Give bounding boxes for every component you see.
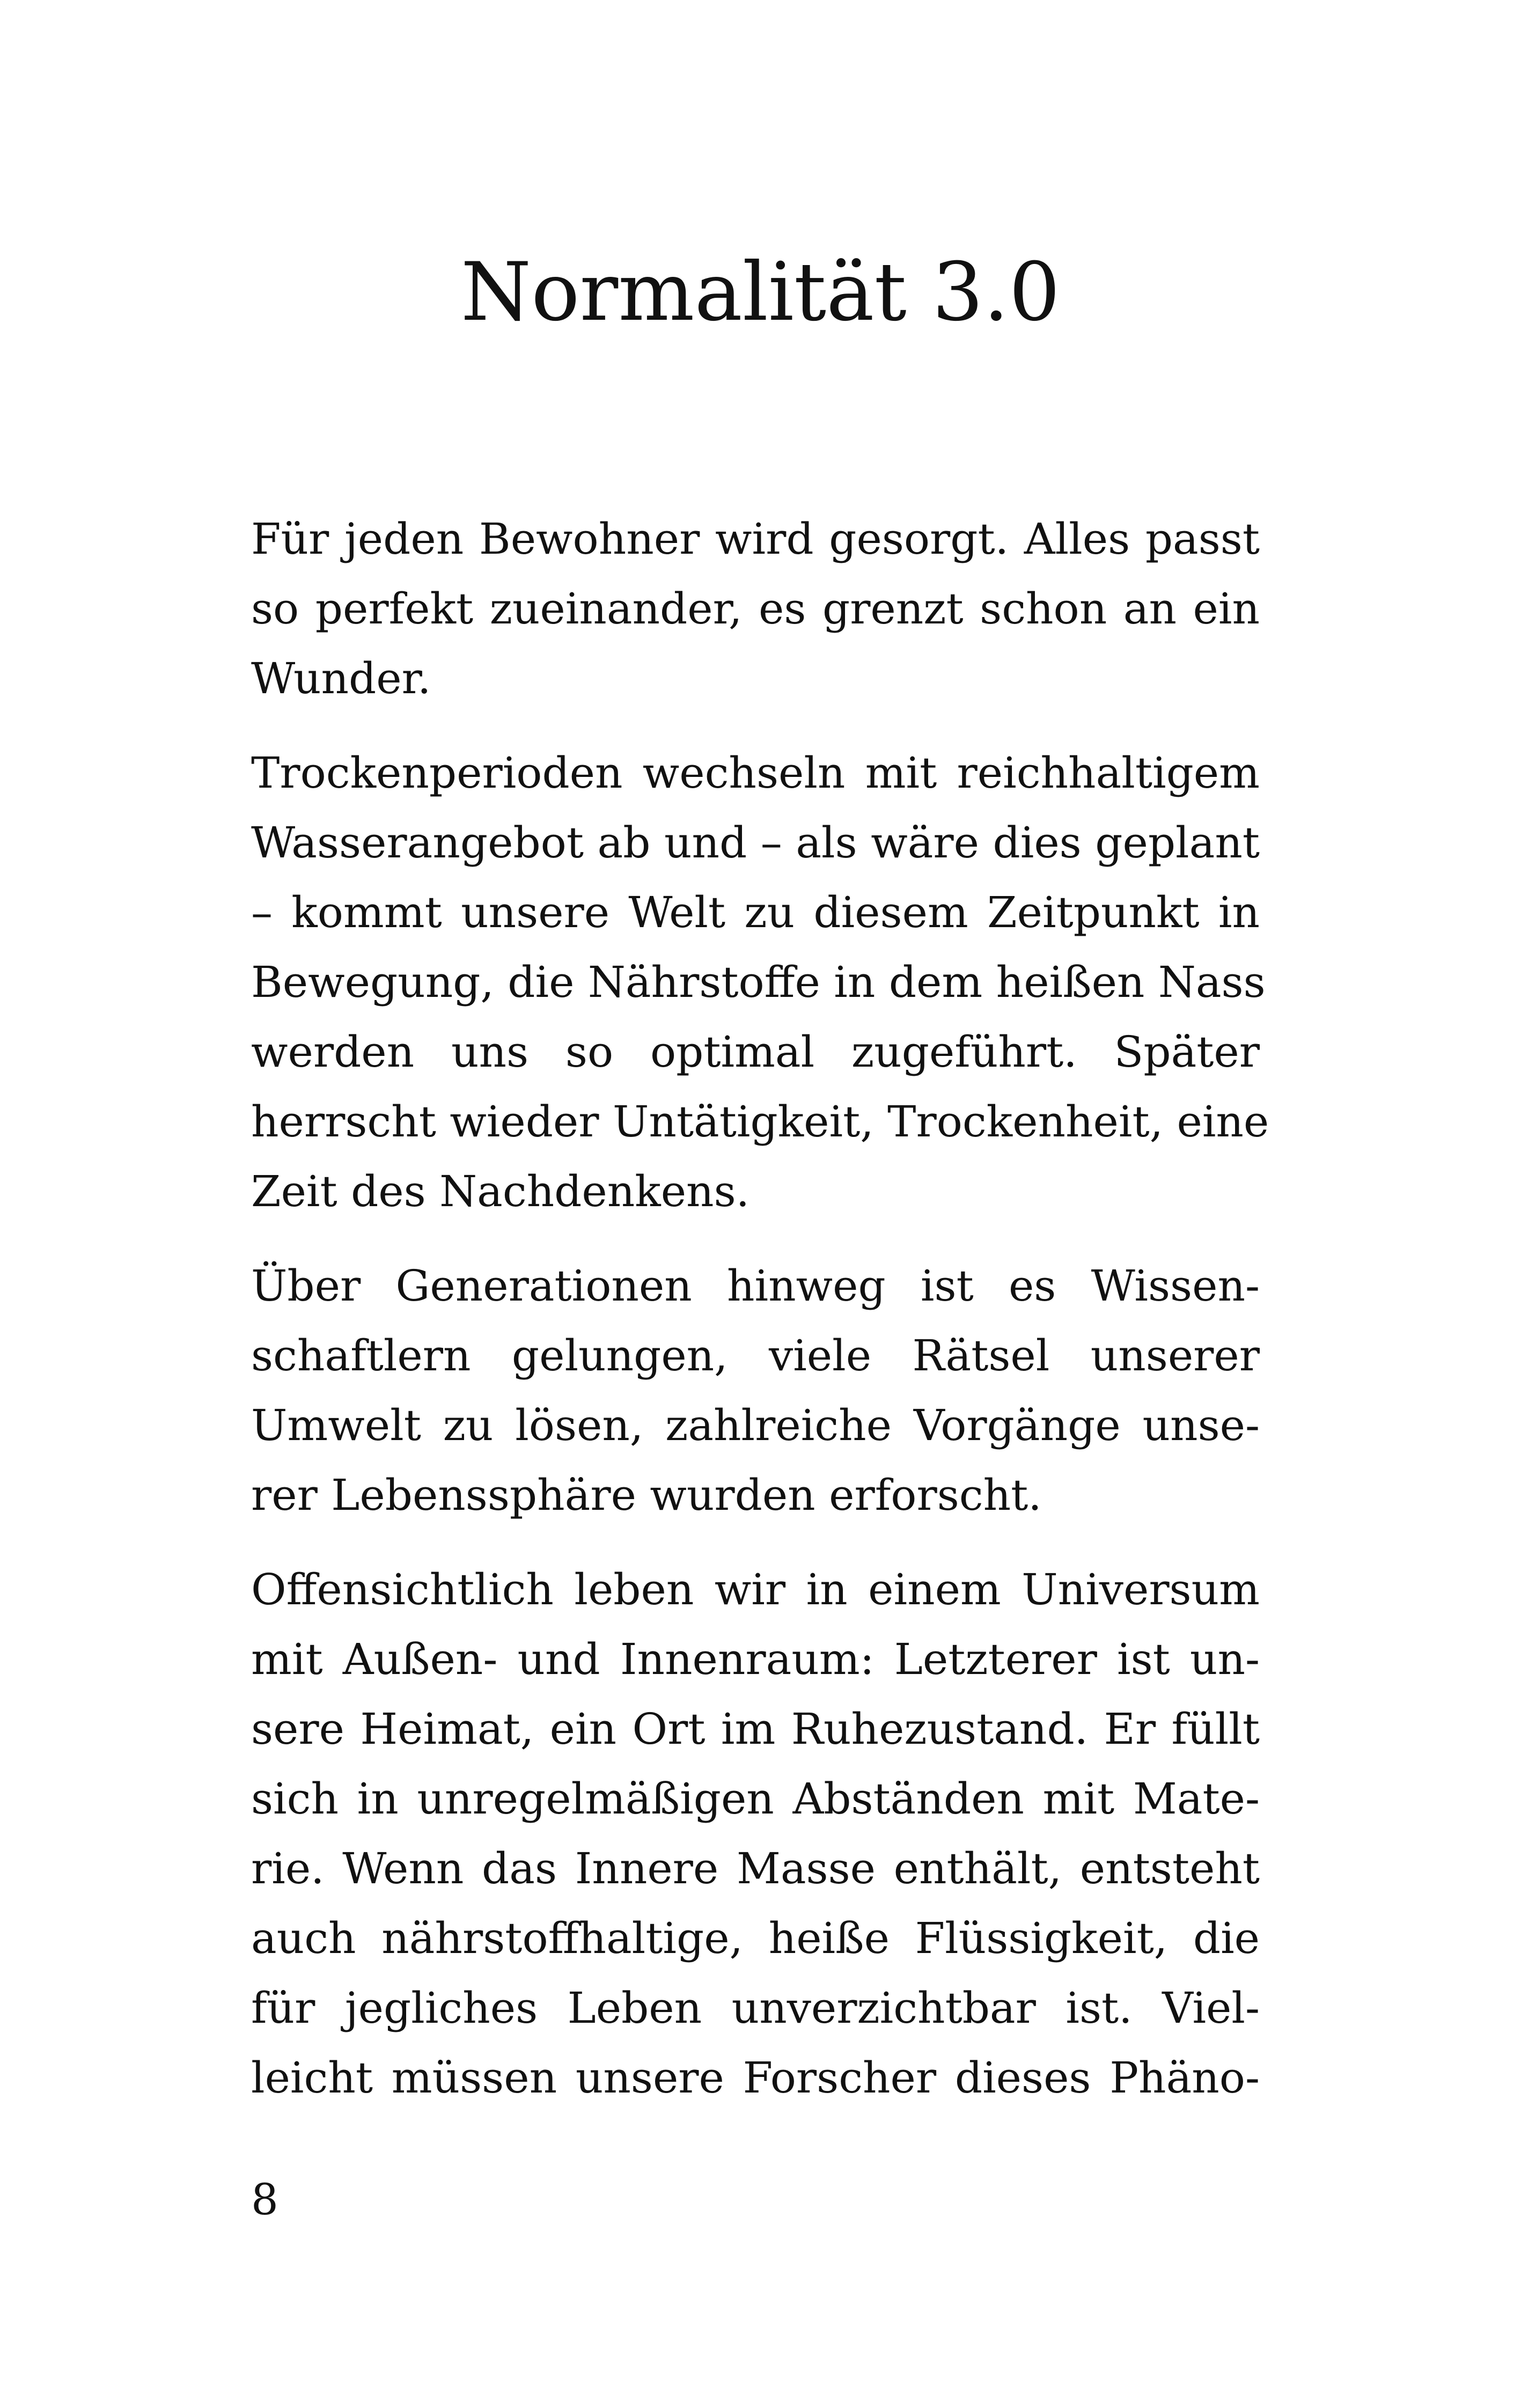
text-line: rer Lebenssphäre wurden erforscht. xyxy=(251,1470,1042,1520)
text-line: schaftlern gelungen, viele Rätsel unserer xyxy=(251,1331,1260,1381)
text-line: rie. Wenn das Innere Masse enthält, entsteht xyxy=(251,1844,1260,1893)
text-line: sere Heimat, ein Ort im Ruhezustand. Er füllt xyxy=(251,1704,1260,1754)
text-line: – kommt unsere Welt zu diesem Zeitpunkt in xyxy=(251,887,1260,937)
text-line: herrscht wieder Untätigkeit, Trockenheit, eine xyxy=(251,1097,1269,1147)
text-line: Offensichtlich leben wir in einem Universum xyxy=(251,1565,1260,1614)
paragraph-2 xyxy=(251,738,1269,1227)
text-line: Über Generationen hinweg ist es Wissen- xyxy=(251,1261,1260,1311)
text-line: für jegliches Leben unverzichtbar ist. Viel- xyxy=(251,1983,1260,2033)
text-line: Für jeden Bewohner wird gesorgt. Alles passt xyxy=(251,514,1260,564)
paragraph-4 xyxy=(251,1555,1260,2113)
text-line: mit Außen- und Innenraum: Letzterer ist un- xyxy=(251,1634,1260,1684)
paragraph-1 xyxy=(251,504,1260,714)
text-line: Wasserangebot ab und – als wäre dies geplant xyxy=(251,818,1260,868)
text-line: so perfekt zueinander, es grenzt schon an ein xyxy=(251,584,1260,634)
text-line: sich in unregelmäßigen Abständen mit Mate- xyxy=(251,1774,1260,1824)
text-line: auch nährstoffhaltige, heiße Flüssigkeit, die xyxy=(251,1913,1260,1963)
page-number: 8 xyxy=(251,2175,278,2225)
text-line: Bewegung, die Nährstoffe in dem heißen Nass xyxy=(251,957,1266,1007)
text-line: Wunder. xyxy=(251,654,431,703)
text-line: Trockenperioden wechseln mit reichhaltigem xyxy=(251,748,1260,798)
paragraph-3 xyxy=(251,1251,1260,1530)
body-text xyxy=(251,504,1269,2138)
text-line: werden uns so optimal zugeführt. Später xyxy=(251,1027,1260,1077)
text-line: leicht müssen unsere Forscher dieses Phäno- xyxy=(251,2053,1260,2103)
text-line: Zeit des Nachdenkens. xyxy=(251,1166,750,1216)
text-line: Umwelt zu lösen, zahlreiche Vorgänge unse- xyxy=(251,1400,1260,1450)
chapter-title: Normalität 3.0 xyxy=(460,246,1061,339)
